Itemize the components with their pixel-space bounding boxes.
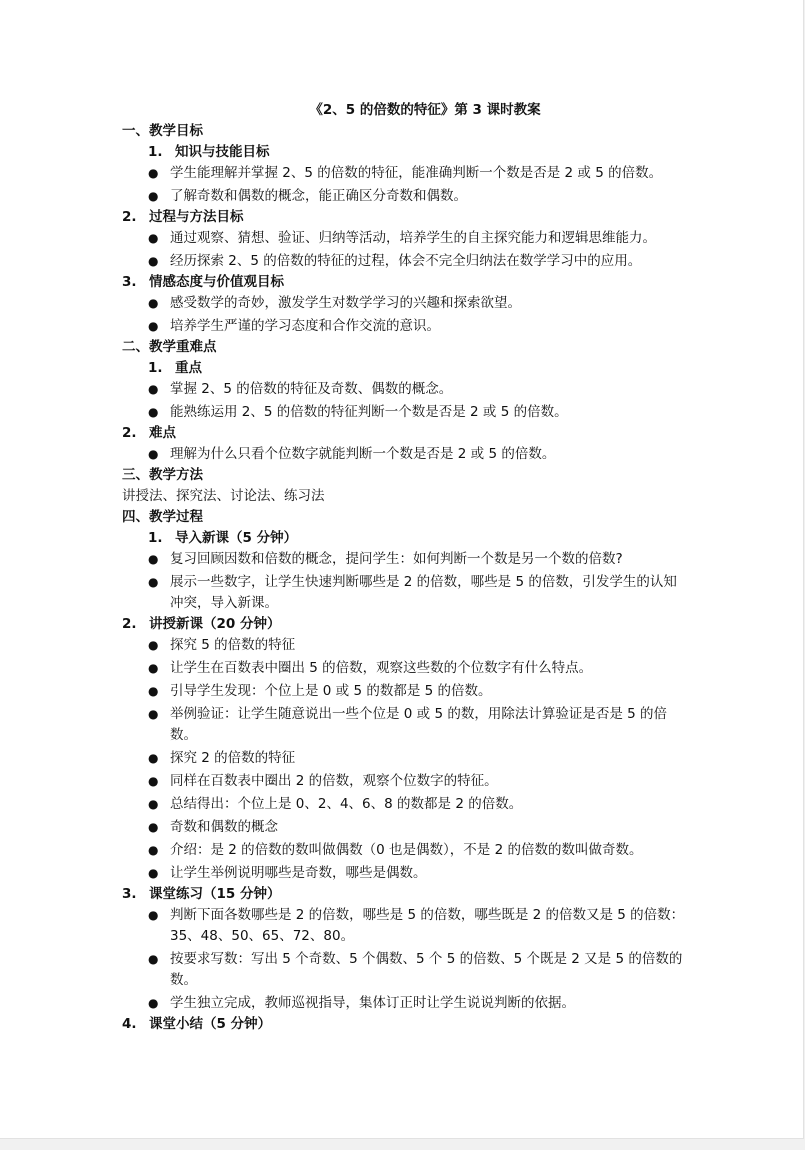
subsection-heading: [122, 272, 688, 293]
bullet-icon: ●: [148, 707, 159, 721]
list-item-text: 判断下面各数哪些是 2 的倍数，哪些是 5 的倍数，哪些既是 2 的倍数又是 5 的倍数：35、48、50、65、72、80。: [170, 907, 685, 944]
section-heading: 三、教学方法: [122, 467, 203, 483]
subsection-number: 3.: [122, 274, 137, 290]
list-item-text: 按要求写数：写出 5 个奇数、5 个偶数、5 个 5 的倍数、5 个既是 2 又是 5 的倍数的数。: [170, 951, 683, 988]
list-item: [122, 251, 688, 272]
subsection-title: 导入新课（5 分钟）: [175, 530, 298, 546]
subsection-heading: [122, 358, 688, 379]
bullet-icon: ●: [148, 661, 159, 675]
list-item-text: 总结得出：个位上是 0、2、4、6、8 的数都是 2 的倍数。: [170, 796, 523, 812]
subsection-number: 2.: [122, 209, 137, 225]
section-heading: 四、教学过程: [122, 509, 203, 525]
list-item-text: 同样在百数表中圈出 2 的倍数，观察个位数字的特征。: [170, 773, 498, 789]
subsection-number: 1.: [148, 144, 163, 160]
list-item: [122, 748, 688, 769]
list-item: [122, 704, 688, 746]
subsection-title: 讲授新课（20 分钟）: [149, 616, 281, 632]
list-item-text: 奇数和偶数的概念: [170, 819, 278, 835]
list-item-text: 经历探索 2、5 的倍数的特征的过程，体会不完全归纳法在数学学习中的应用。: [170, 253, 642, 269]
list-item: [122, 316, 688, 337]
bullet-icon: ●: [148, 908, 159, 922]
subsection-heading: [122, 1014, 688, 1035]
list-item-text: 举例验证：让学生随意说出一些个位是 0 或 5 的数，用除法计算验证是否是 5 的倍数。: [170, 706, 668, 743]
list-item: [122, 186, 688, 207]
list-item: [122, 549, 688, 570]
subsection-number: 2.: [122, 616, 137, 632]
list-item-text: 理解为什么只看个位数字就能判断一个数是否是 2 或 5 的倍数。: [170, 446, 556, 462]
bullet-icon: ●: [148, 797, 159, 811]
subsection-title: 过程与方法目标: [149, 209, 244, 225]
bullet-icon: ●: [148, 254, 159, 268]
list-item-text: 能熟练运用 2、5 的倍数的特征判断一个数是否是 2 或 5 的倍数。: [170, 404, 568, 420]
subsection-title: 难点: [149, 425, 176, 441]
list-item-text: 了解奇数和偶数的概念，能正确区分奇数和偶数。: [170, 188, 467, 204]
bullet-icon: ●: [148, 638, 159, 652]
bullet-icon: ●: [148, 575, 159, 589]
bullet-icon: ●: [148, 751, 159, 765]
list-item-text: 复习回顾因数和倍数的概念，提问学生：如何判断一个数是另一个数的倍数?: [170, 551, 623, 567]
bullet-icon: ●: [148, 820, 159, 834]
list-item: [122, 863, 688, 884]
subsection-number: 1.: [148, 530, 163, 546]
list-item-text: 通过观察、猜想、验证、归纳等活动，培养学生的自主探究能力和逻辑思维能力。: [170, 230, 656, 246]
list-item: [122, 949, 688, 991]
list-item-text: 学生能理解并掌握 2、5 的倍数的特征，能准确判断一个数是否是 2 或 5 的倍数。: [170, 165, 663, 181]
subsection-heading: [122, 142, 688, 163]
subsection-title: 重点: [175, 360, 202, 376]
section-heading: 一、教学目标: [122, 123, 203, 139]
list-item: [122, 794, 688, 815]
bullet-icon: ●: [148, 296, 159, 310]
list-item: [122, 402, 688, 423]
bullet-icon: ●: [148, 952, 159, 966]
list-item-text: 感受数学的奇妙，激发学生对数学学习的兴趣和探索欲望。: [170, 295, 521, 311]
subsection-title: 课堂练习（15 分钟）: [149, 886, 281, 902]
bullet-icon: ●: [148, 189, 159, 203]
document-title: 《2、5 的倍数的特征》第 3 课时教案: [309, 102, 541, 118]
list-item-text: 探究 5 的倍数的特征: [170, 637, 296, 653]
list-item: [122, 228, 688, 249]
list-item-text: 掌握 2、5 的倍数的特征及奇数、偶数的概念。: [170, 381, 453, 397]
list-item: [122, 993, 688, 1014]
list-item-text: 探究 2 的倍数的特征: [170, 750, 296, 766]
list-item: [122, 905, 688, 947]
subsection-number: 1.: [148, 360, 163, 376]
document-content: [122, 100, 688, 1035]
subsection-heading: [122, 884, 688, 905]
list-item-text: 引导学生发现：个位上是 0 或 5 的数都是 5 的倍数。: [170, 683, 492, 699]
subsection-number: 4.: [122, 1016, 137, 1032]
section-heading: 二、教学重难点: [122, 339, 217, 355]
subsection-heading: [122, 528, 688, 549]
bullet-icon: ●: [148, 231, 159, 245]
subsection-number: 3.: [122, 886, 137, 902]
bullet-icon: ●: [148, 405, 159, 419]
bullet-icon: ●: [148, 319, 159, 333]
list-item: [122, 379, 688, 400]
list-item-text: 培养学生严谨的学习态度和合作交流的意识。: [170, 318, 440, 334]
bullet-icon: ●: [148, 447, 159, 461]
bullet-icon: ●: [148, 774, 159, 788]
bullet-icon: ●: [148, 684, 159, 698]
bullet-icon: ●: [148, 382, 159, 396]
subsection-title: 课堂小结（5 分钟）: [149, 1016, 272, 1032]
list-item-text: 介绍：是 2 的倍数的数叫做偶数（0 也是偶数），不是 2 的倍数的数叫做奇数。: [170, 842, 643, 858]
bullet-icon: ●: [148, 996, 159, 1010]
subsection-title: 情感态度与价值观目标: [149, 274, 284, 290]
bullet-icon: ●: [148, 166, 159, 180]
list-item-text: 学生独立完成，教师巡视指导，集体订正时让学生说说判断的依据。: [170, 995, 575, 1011]
subsection-heading: [122, 423, 688, 444]
list-item-text: 让学生举例说明哪些是奇数，哪些是偶数。: [170, 865, 427, 881]
paragraph: 讲授法、探究法、讨论法、练习法: [122, 488, 325, 504]
list-item: [122, 658, 688, 679]
list-item: [122, 293, 688, 314]
subsection-heading: [122, 207, 688, 228]
list-item: [122, 771, 688, 792]
bullet-icon: ●: [148, 866, 159, 880]
list-item-text: 让学生在百数表中圈出 5 的倍数，观察这些数的个位数字有什么特点。: [170, 660, 593, 676]
subsection-title: 知识与技能目标: [175, 144, 270, 160]
list-item: [122, 163, 688, 184]
subsection-number: 2.: [122, 425, 137, 441]
list-item: [122, 840, 688, 861]
subsection-heading: [122, 614, 688, 635]
list-item: [122, 635, 688, 656]
list-item: [122, 444, 688, 465]
bullet-icon: ●: [148, 843, 159, 857]
list-item: [122, 572, 688, 614]
list-item: [122, 681, 688, 702]
list-item: [122, 817, 688, 838]
bullet-icon: ●: [148, 552, 159, 566]
list-item-text: 展示一些数字，让学生快速判断哪些是 2 的倍数，哪些是 5 的倍数，引发学生的认知冲突，导入新课。: [170, 574, 677, 611]
